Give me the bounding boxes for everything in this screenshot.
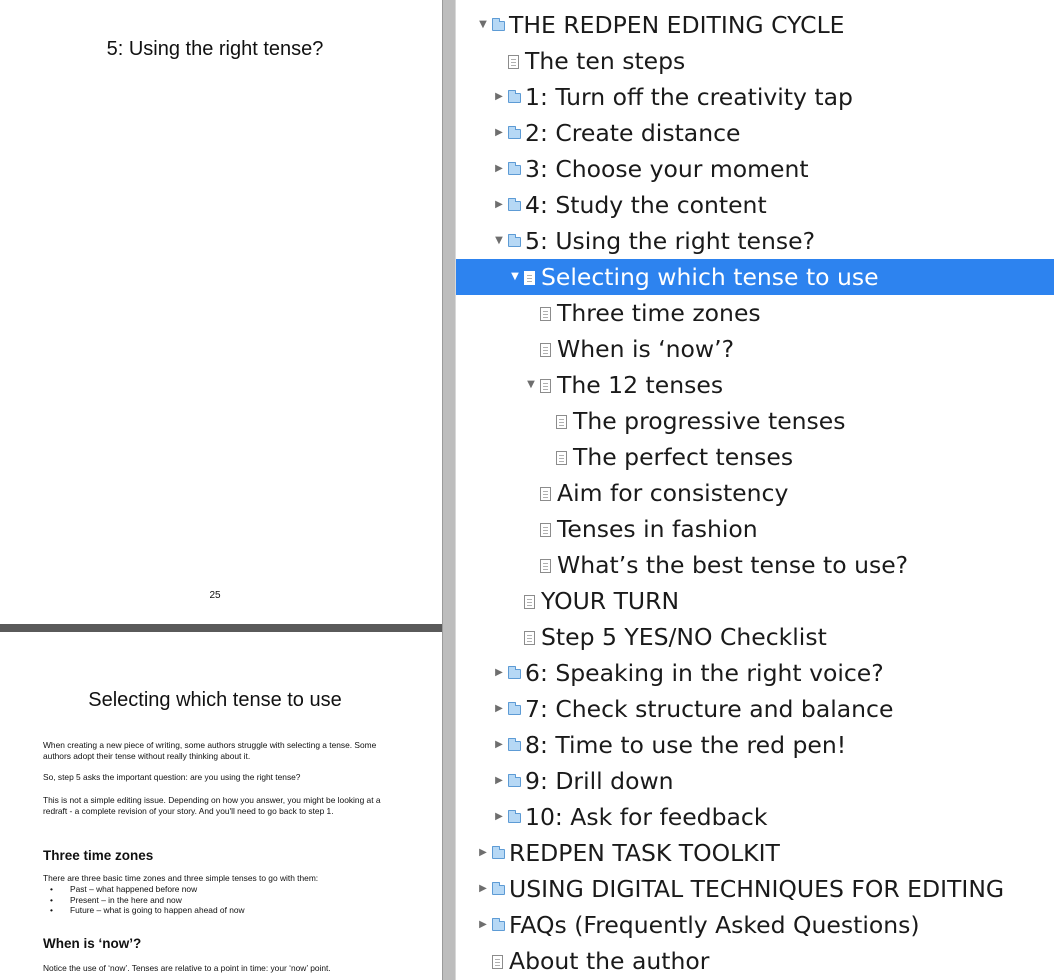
binder-item[interactable] (456, 223, 1054, 259)
folder-icon (508, 201, 521, 211)
binder-item-label: 3: Choose your moment (525, 155, 809, 183)
binder-item[interactable] (456, 403, 1054, 439)
folder-icon (508, 741, 521, 751)
binder-item-label: Three time zones (557, 299, 761, 327)
binder-item-label: Step 5 YES/NO Checklist (541, 623, 827, 651)
document-icon (540, 487, 551, 501)
binder-item[interactable] (456, 439, 1054, 475)
binder-item-label: REDPEN TASK TOOLKIT (509, 839, 780, 867)
disclosure-closed-icon[interactable]: ▶ (495, 199, 503, 210)
document-icon (540, 307, 551, 321)
binder-item[interactable] (456, 43, 1054, 79)
document-icon (508, 55, 519, 69)
binder-item[interactable] (456, 7, 1054, 43)
bullet-item: • Present – in the here and now (50, 895, 390, 906)
binder-item[interactable] (456, 583, 1054, 619)
binder-item[interactable] (456, 835, 1054, 871)
disclosure-open-icon[interactable]: ▼ (495, 235, 503, 246)
document-icon (540, 343, 551, 357)
document-icon (524, 595, 535, 609)
binder-item-label: What’s the best tense to use? (557, 551, 909, 579)
section-heading: When is ‘now’? (43, 936, 142, 951)
folder-icon (508, 777, 521, 787)
page-title: Selecting which tense to use (88, 689, 342, 711)
document-icon (540, 523, 551, 537)
folder-icon (508, 129, 521, 139)
binder-item[interactable] (456, 331, 1054, 367)
paragraph: Notice the use of ‘now’. Tenses are relative to a point in time: your ‘now’ point. (43, 963, 331, 973)
binder-item-label: 9: Drill down (525, 767, 674, 795)
folder-icon (508, 705, 521, 715)
folder-icon (508, 813, 521, 823)
document-icon (540, 379, 551, 393)
folder-icon (508, 165, 521, 175)
disclosure-open-icon[interactable]: ▼ (527, 379, 535, 390)
binder-item-label: The perfect tenses (573, 443, 794, 471)
binder-item[interactable] (456, 871, 1054, 907)
binder-item[interactable] (456, 907, 1054, 943)
disclosure-closed-icon[interactable]: ▶ (495, 775, 503, 786)
binder-item[interactable] (456, 115, 1054, 151)
folder-icon (508, 237, 521, 247)
binder-item-label: Aim for consistency (557, 479, 789, 507)
disclosure-closed-icon[interactable]: ▶ (495, 163, 503, 174)
binder-item-label: The progressive tenses (573, 407, 846, 435)
paragraph: There are three basic time zones and three simple tenses to go with them: (43, 873, 319, 883)
split-view-divider[interactable] (442, 0, 456, 980)
page-preview-pane[interactable] (0, 0, 442, 980)
binder-item[interactable] (456, 547, 1054, 583)
binder-item[interactable] (456, 727, 1054, 763)
folder-icon (508, 93, 521, 103)
paragraph: When creating a new piece of writing, some authors struggle with selecting a tense. Some authors adopt their tense without really thinking about it. (43, 740, 377, 761)
binder-item-label: 1: Turn off the creativity tap (525, 83, 853, 111)
folder-icon (492, 21, 505, 31)
disclosure-closed-icon[interactable]: ▶ (495, 667, 503, 678)
disclosure-open-icon[interactable]: ▼ (479, 19, 487, 30)
disclosure-closed-icon[interactable]: ▶ (495, 127, 503, 138)
document-icon (540, 559, 551, 573)
binder-item-label: The ten steps (525, 47, 686, 75)
folder-icon (492, 849, 505, 859)
binder-item-label: Tenses in fashion (557, 515, 758, 543)
document-icon (492, 955, 503, 969)
folder-icon (508, 669, 521, 679)
disclosure-open-icon[interactable]: ▼ (511, 271, 519, 282)
document-icon (524, 271, 535, 285)
section-heading: Three time zones (43, 848, 154, 863)
binder-item[interactable] (456, 763, 1054, 799)
preview-page-2 (0, 632, 442, 980)
binder-item[interactable] (456, 691, 1054, 727)
binder-item-label: 2: Create distance (525, 119, 741, 147)
binder-item-label: USING DIGITAL TECHNIQUES FOR EDITING (509, 875, 1005, 903)
binder-item[interactable] (456, 367, 1054, 403)
binder-item-label: About the author (509, 947, 710, 975)
binder-item[interactable] (456, 619, 1054, 655)
disclosure-closed-icon[interactable]: ▶ (495, 703, 503, 714)
binder-item[interactable] (456, 943, 1054, 979)
disclosure-closed-icon[interactable]: ▶ (495, 91, 503, 102)
disclosure-closed-icon[interactable]: ▶ (495, 739, 503, 750)
binder-item-label: THE REDPEN EDITING CYCLE (509, 11, 845, 39)
binder-item-label: YOUR TURN (541, 587, 680, 615)
bullet-list (50, 884, 390, 916)
binder-item[interactable] (456, 79, 1054, 115)
binder-item-label: Selecting which tense to use (541, 263, 879, 291)
binder-item-label: 7: Check structure and balance (525, 695, 894, 723)
binder-item-label: 4: Study the content (525, 191, 767, 219)
binder-item[interactable] (456, 475, 1054, 511)
binder-item[interactable] (456, 799, 1054, 835)
paragraph: This is not a simple editing issue. Depending on how you answer, you might be looking at a redraft - a complete revision of your story. And you'll need to go back to step 1. (43, 795, 381, 816)
document-icon (524, 631, 535, 645)
binder-item-label: 8: Time to use the red pen! (525, 731, 847, 759)
document-icon (556, 451, 567, 465)
preview-page-1 (0, 0, 442, 624)
binder-item[interactable] (456, 259, 1054, 295)
binder-item-label: 6: Speaking in the right voice? (525, 659, 884, 687)
disclosure-closed-icon[interactable]: ▶ (479, 847, 487, 858)
binder-item-label: When is ‘now’? (557, 335, 735, 363)
paragraph: So, step 5 asks the important question: are you using the right tense? (43, 772, 301, 782)
bullet-item: • Future – what is going to happen ahead of now (50, 905, 390, 916)
binder-item-label: 5: Using the right tense? (525, 227, 816, 255)
binder-item[interactable] (456, 187, 1054, 223)
binder-item[interactable] (456, 295, 1054, 331)
page-number: 25 (209, 590, 221, 601)
folder-icon (492, 921, 505, 931)
binder-outline[interactable] (456, 0, 1054, 980)
folder-icon (492, 885, 505, 895)
binder-item[interactable] (456, 511, 1054, 547)
bullet-item: • Past – what happened before now (50, 884, 390, 895)
disclosure-closed-icon[interactable]: ▶ (495, 811, 503, 822)
binder-item[interactable] (456, 655, 1054, 691)
binder-item-label: The 12 tenses (557, 371, 724, 399)
binder-item[interactable] (456, 151, 1054, 187)
page-title: 5: Using the right tense? (106, 38, 324, 60)
binder-item-label: 10: Ask for feedback (525, 803, 768, 831)
document-icon (556, 415, 567, 429)
disclosure-closed-icon[interactable]: ▶ (479, 883, 487, 894)
disclosure-closed-icon[interactable]: ▶ (479, 919, 487, 930)
binder-item-label: FAQs (Frequently Asked Questions) (509, 911, 920, 939)
